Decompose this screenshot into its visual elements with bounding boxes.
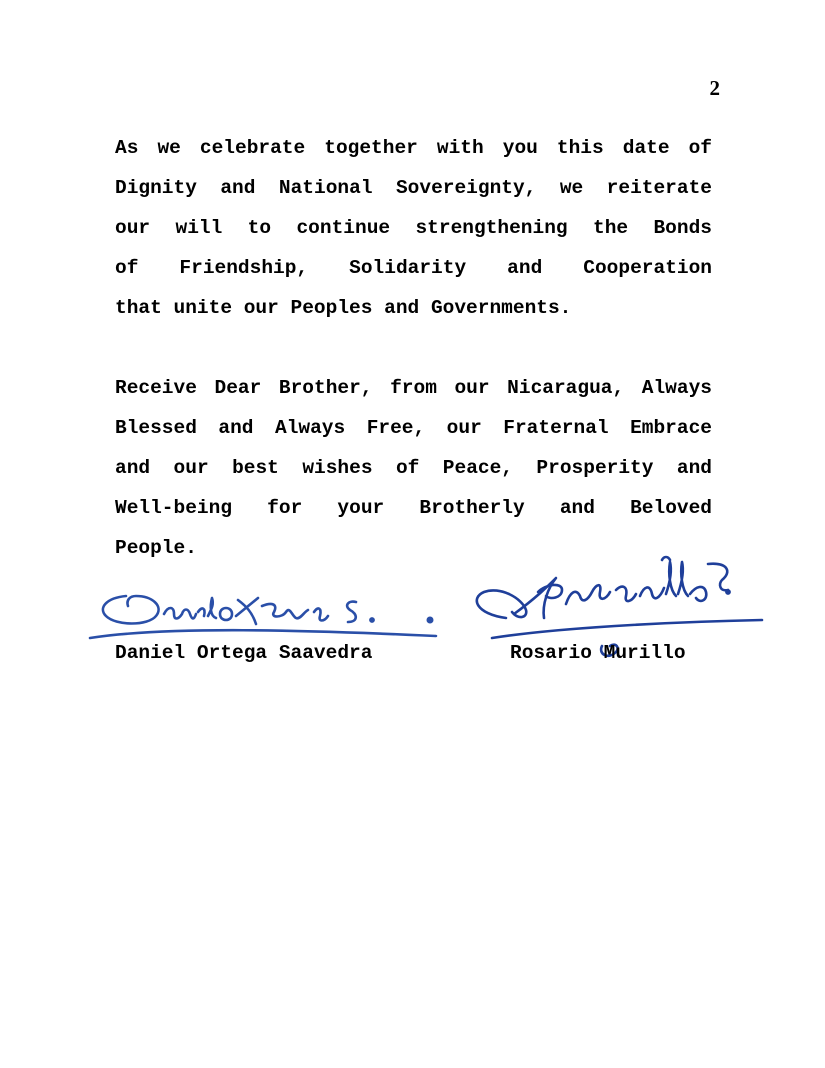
paragraph-line: Well-being for your Brotherly and Beloved (115, 497, 712, 519)
paragraph-line: and our best wishes of Peace, Prosperity and (115, 457, 712, 479)
paragraph-line: Dignity and National Sovereignty, we reiterate (115, 177, 712, 199)
paragraph-line: Receive Dear Brother, from our Nicaragua, Always (115, 377, 712, 399)
paragraph-line: of Friendship, Solidarity and Cooperation (115, 257, 712, 279)
paragraph-line: that unite our Peoples and Governments. (115, 297, 572, 319)
paragraph-line: People. (115, 537, 197, 559)
paragraph-line: Blessed and Always Free, our Fraternal Embrace (115, 417, 712, 439)
signer-name-daniel-ortega: Daniel Ortega Saavedra (115, 642, 373, 664)
signer-name-rosario-murillo: Rosario Murillo (510, 642, 686, 664)
paragraph-greetings (115, 368, 712, 568)
signature-daniel-ortega (86, 576, 446, 646)
paragraph-line: As we celebrate together with you this date of (115, 137, 712, 159)
page-number: 2 (709, 76, 720, 100)
paragraph-line: our will to continue strengthening the Bonds (115, 217, 712, 239)
paragraph-celebration (115, 128, 712, 328)
